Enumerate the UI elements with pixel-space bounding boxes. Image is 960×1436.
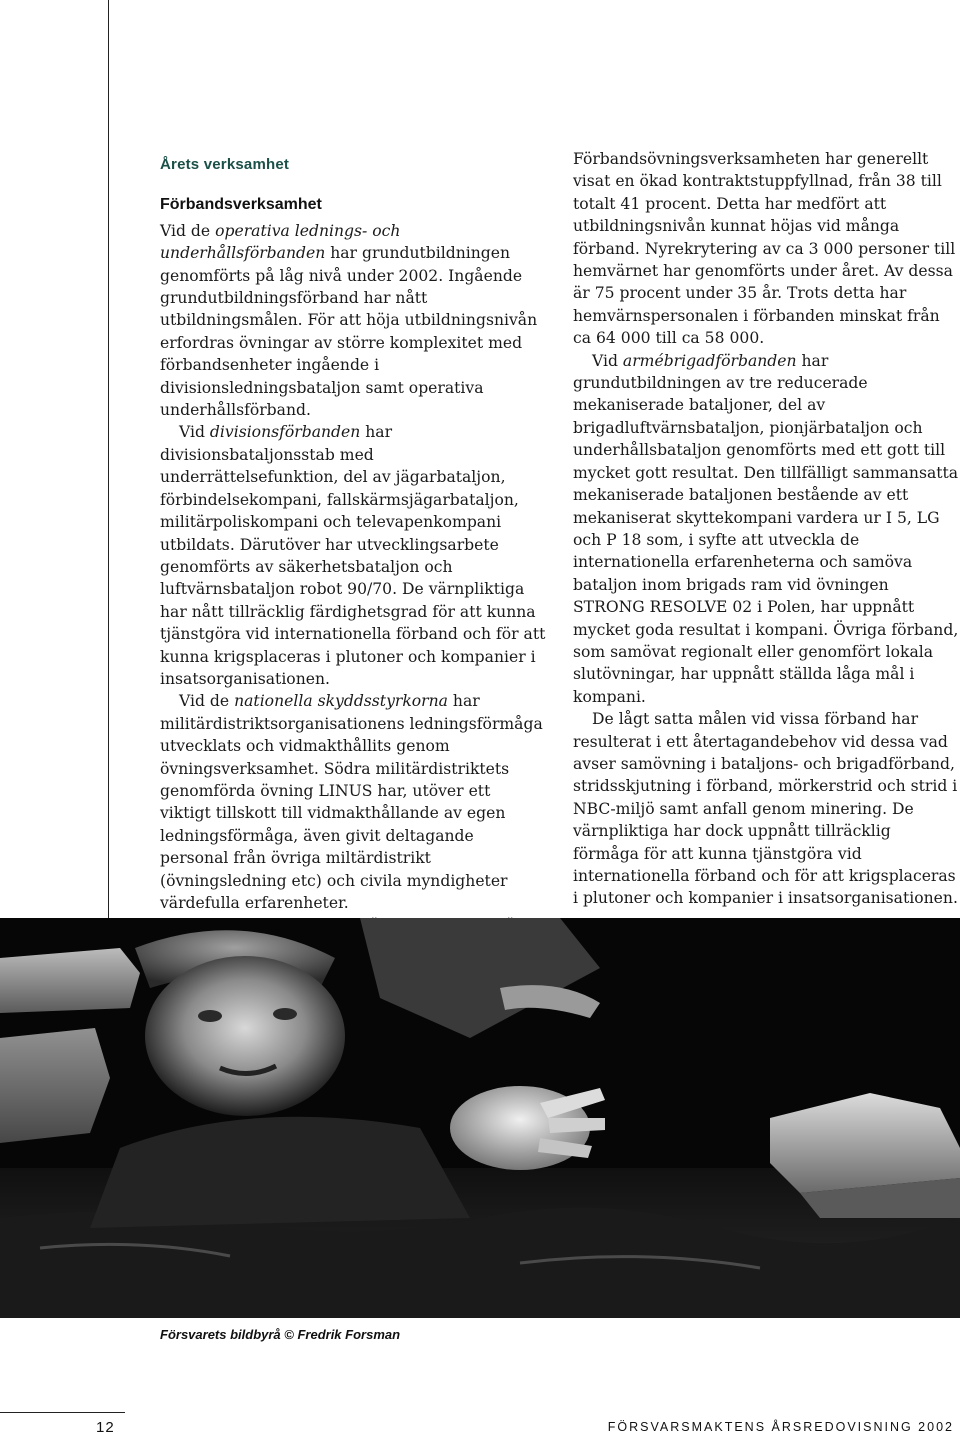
emphasis: nationella skyddsstyrkorna [234, 692, 448, 711]
emphasis: operativa lednings- och underhållsförbanden [160, 221, 401, 263]
photo-soldier-in-water [0, 918, 960, 1318]
paragraph-nationella [160, 690, 546, 914]
text-run: har grundutbildningen av tre reducerade mekaniserade bataljoner, del av brigadluftvärnsbataljon, pionjärbataljon och underhållsbataljon genomförts med ett gott till mycket gott resultat. Den tillfälligt sammansatta mekaniserade bataljonen bestående av ett mekaniserat skyttekompani vardera ur I 5, LG och P 18 som, i syfte att utveckla de internationella erfarenheterna och samöva bataljon inom brigads ram vid övningen STRONG RESOLVE 02 i Polen, har uppnått mycket goda resultat i kompani. Övriga förband, som samövat regionalt eller genomfört lokala slutövningar, har uppnått ställda låga mål i kompani. [573, 351, 959, 706]
text-run: har divisionsbataljonsstab med underrättelsefunktion, del av jägarbataljon, förbindelsekompani, fallskärmsjägarbataljon, militärpoliskompani och televapenkompani utbildats. Därutöver har utvecklingsarbete genomförts av säkerhetsbataljon och luftvärnsbataljon robot 90/70. De värnpliktiga har nått tillräcklig färdighetsgrad för att kunna tjänstgöra vid internationella förband och för att kunna krigsplaceras i plutoner och kompanier i insatsorganisationen. [160, 423, 546, 688]
running-footer: FÖRSVARSMAKTENS ÅRSREDOVISNING 2002 [607, 1420, 954, 1434]
footer-rule [0, 1412, 125, 1413]
photo-credit: Försvarets bildbyrå © Fredrik Forsman [160, 1327, 401, 1342]
text-run: har militärdistriktsorganisationens ledningsförmåga utvecklats och vidmakthållits genom övningsverksamhet. Södra militärdistriktets genomförda övning LINUS har, utöver ett viktigt tillskott till vidmakthållande av egen ledningsförmåga, även givit deltagande personal från övriga miltärdistrikt (övningsledning etc) och civila myndigheter värdefulla erfarenheter. [160, 692, 543, 912]
paragraph-malen: De lågt satta målen vid vissa förband har resulterat i ett återtagandebehov vid dessa vad avser samövning i bataljons- och brigadförband, stridsskjutning i förband, mörkerstrid och strid i NBC-miljö samt anfall genom minering. De värnpliktiga har dock uppnått tillräcklig förmåga för att kunna tjänstgöra vid internationella förband och för att krigsplaceras i plutoner och kompanier i insatsorganisationen. [573, 710, 958, 908]
text-run: Vid [179, 423, 210, 442]
section-label: Årets verksamhet [160, 156, 290, 173]
paragraph-operativa [160, 220, 546, 422]
text-run: har grundutbildningen genomförts på låg nivå under 2002. Ingående grundutbildningsförband har nått utbildningsmålen. För att höja utbildningsnivån erfordras övningar av större komplexitet med förbandsenheter ingående i divisionsledningsbataljon samt operativa underhållsförband. [160, 244, 538, 420]
text-run: Vid [592, 351, 623, 370]
paragraph-armebrigad [573, 350, 959, 709]
paragraph-division [160, 421, 546, 690]
emphasis: armébrigadförbanden [622, 351, 797, 370]
right-column [573, 148, 959, 910]
paragraph-forbandsovning: Förbandsövningsverksamheten har generellt visat en ökad kontraktstuppfyllnad, från 38 till totalt 41 procent. Detta har medfört att utbildningsnivån kunnat höjas vid många förband. Nyrekrytering av ca 3 000 personer till hemvärnet har genomförts under året. Av dessa är 75 procent under 35 år. Trots detta har hemvärnspersonalen i förbanden minskat från ca 64 000 till ca 58 000. [573, 150, 956, 348]
page-number: 12 [96, 1419, 115, 1436]
margin-rule [108, 0, 109, 918]
text-run: Vid de [160, 221, 216, 240]
left-column [160, 148, 546, 959]
emphasis: divisionsförbanden [209, 423, 361, 442]
text-run: Vid de [179, 692, 235, 711]
subheading: Förbandsverksamhet [160, 196, 322, 214]
